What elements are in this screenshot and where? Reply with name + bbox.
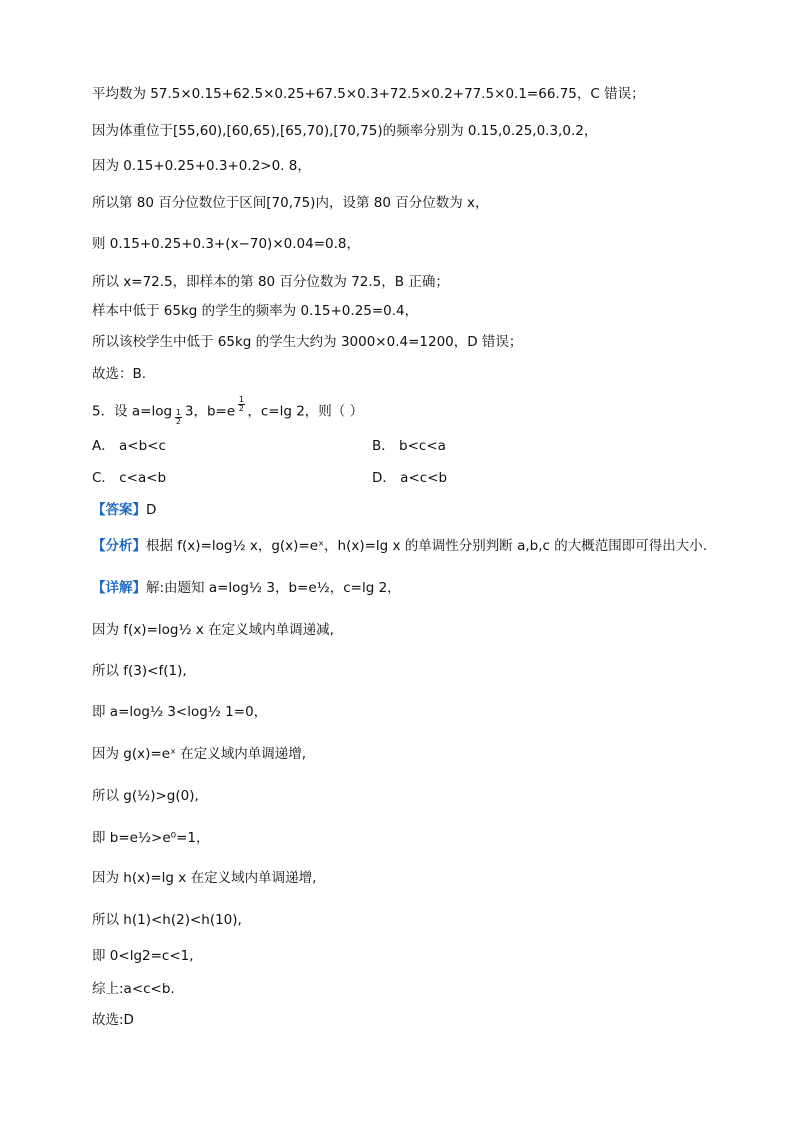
- text-line: 所以该校学生中低于 65kg 的学生大约为 3000×0.4=1200，D 错误；: [92, 334, 523, 350]
- text-line: 即 a=log½ 3<log½ 1=0，: [92, 704, 268, 720]
- text-line: 因为 g(x)=eˣ 在定义域内单调递增,: [92, 746, 307, 762]
- option-b: B． b<c<a: [372, 438, 446, 454]
- option-a: A． a<b<c: [92, 438, 166, 454]
- text-line: 所以 h(1)<h(2)<h(10),: [92, 912, 242, 928]
- text-line: 所以第 80 百分位数位于区间[70,75)内，设第 80 百分位数为 x，: [92, 195, 489, 211]
- answer-line: [92, 500, 156, 520]
- text-line: 综上:a<c<b.: [92, 981, 175, 997]
- text-line: 即 0<lg2=c<1,: [92, 948, 194, 964]
- text-line: 因为体重位于[55,60),[60,65),[65,70),[70,75)的频率分别为 0.15,0.25,0.3,0.2，: [92, 123, 598, 139]
- text-line: 则 0.15+0.25+0.3+(x−70)×0.04=0.8，: [92, 236, 360, 252]
- fraction: 1 2: [175, 407, 182, 426]
- text-line: 因为 h(x)=lg x 在定义域内单调递增,: [92, 870, 317, 886]
- fraction: 1 2: [238, 395, 244, 413]
- answer-value: D: [146, 502, 157, 518]
- question-5-stem: 5．设 a=log $_{\frac{1}{2}}$ 3，b=e $^{\frac{1}{2}}$ ，c=lg 2，则（ ）: [92, 395, 364, 426]
- detail-line: [92, 578, 401, 598]
- text-line: 所以 f(3)<f(1),: [92, 663, 187, 679]
- analysis-text: 根据 f(x)=log½ x，g(x)=eˣ，h(x)=lg x 的单调性分别判断 a,b,c 的大概范围即可得出大小.: [146, 538, 708, 554]
- text-line: 因为 0.15+0.25+0.3+0.2>0. 8，: [92, 158, 311, 174]
- detail-text: 解:由题知 a=log½ 3，b=e½，c=lg 2，: [146, 580, 401, 596]
- text-line: 即 b=e½>e⁰=1，: [92, 830, 210, 846]
- answer-tag: 【答案】: [92, 502, 146, 518]
- detail-tag: 【详解】: [92, 580, 146, 596]
- analysis-tag: 【分析】: [92, 538, 146, 554]
- option-c: C． c<a<b: [92, 470, 167, 486]
- text-line: 平均数为 57.5×0.15+62.5×0.25+67.5×0.3+72.5×0.2+77.5×0.1=66.75，C 错误；: [92, 86, 645, 102]
- analysis-line: [92, 536, 707, 556]
- text-line: 所以 g(½)>g(0),: [92, 788, 199, 804]
- text-line: 所以 x=72.5，即样本的第 80 百分位数为 72.5，B 正确；: [92, 274, 449, 290]
- text-line: 样本中低于 65kg 的学生的频率为 0.15+0.25=0.4，: [92, 303, 419, 319]
- option-d: D． a<c<b: [372, 470, 448, 486]
- text-line: 因为 f(x)=log½ x 在定义域内单调递减,: [92, 622, 334, 638]
- text-line: 故选:D: [92, 1012, 134, 1028]
- text-line: 故选：B.: [92, 366, 147, 382]
